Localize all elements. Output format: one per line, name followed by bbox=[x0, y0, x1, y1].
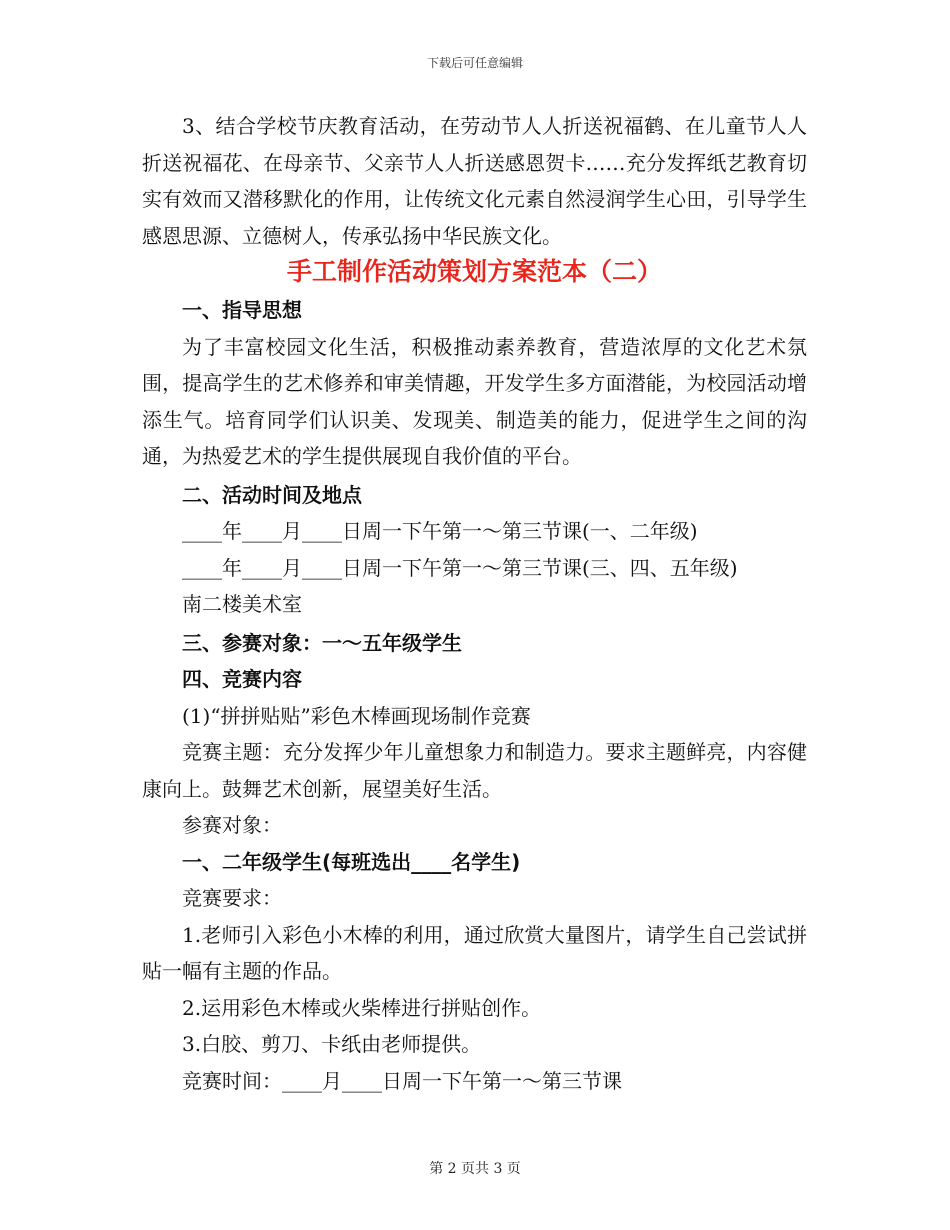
paragraph-contest-time: 竞赛时间：____月____日周一下午第一～第三节课 bbox=[182, 1068, 622, 1093]
paragraph-requirements-label: 竞赛要求： bbox=[182, 886, 282, 910]
paragraph-time-grade-1-2: ____年____月____日周一下午第一～第三节课(一、二年级) bbox=[182, 519, 698, 543]
page-footer: 第 2 页共 3 页 bbox=[429, 1161, 521, 1177]
paragraph-requirement-3: 3.白胶、剪刀、卡纸由老师提供。 bbox=[182, 1032, 482, 1056]
paragraph-participants-label: 参赛对象： bbox=[182, 813, 282, 837]
paragraph-festival-activities: 3、结合学校节庆教育活动，在劳动节人人折送祝福鹤、在儿童节人人折送祝福花、在母亲节、父亲节人人折送感恩贺卡……充分发挥纸艺教育切实有效而又潜移默化的作用，让传统文化元素自然浸润学生心田，引导学生感恩思源、立德树人，传承弘扬中华民族文化。 bbox=[142, 114, 807, 248]
paragraph-contest-item-1: (1)“拼拼贴贴”彩色木棒画现场制作竞赛 bbox=[182, 703, 531, 728]
paragraph-location: 南二楼美术室 bbox=[182, 592, 302, 616]
heading-time-location: 二、活动时间及地点 bbox=[182, 482, 362, 507]
paragraph-guiding-ideology: 为了丰富校园文化生活，积极推动素养教育，营造浓厚的文化艺术氛围，提高学生的艺术修养和审美情趣，开发学生多方面潜能，为校园活动增添生气。培育同学们认识美、发现美、制造美的能力，促进学生之间的沟通，为热爱艺术的学生提供展现自我价值的平台。 bbox=[142, 334, 807, 468]
heading-grade-1-2-students: 一、二年级学生(每班选出____名学生) bbox=[182, 849, 521, 874]
heading-guiding-ideology: 一、指导思想 bbox=[182, 298, 302, 322]
heading-participants: 三、参赛对象：一～五年级学生 bbox=[182, 630, 462, 655]
page-header: 下载后可任意编辑 bbox=[426, 56, 523, 70]
paragraph-contest-theme: 竞赛主题：充分发挥少年儿童想象力和制造力。要求主题鲜亮，内容健康向上。鼓舞艺术创新，展望美好生活。 bbox=[142, 740, 807, 801]
paragraph-time-grade-3-5: ____年____月____日周一下午第一～第三节课(三、四、五年级) bbox=[182, 555, 738, 580]
paragraph-requirement-1: 1.老师引入彩色小木棒的利用，通过欣赏大量图片，请学生自己尝试拼贴一幅有主题的作品。 bbox=[142, 922, 807, 983]
paragraph-requirement-2: 2.运用彩色木棒或火柴棒进行拼贴创作。 bbox=[182, 995, 542, 1020]
heading-contest-content: 四、竞赛内容 bbox=[182, 667, 302, 691]
document-title: 手工制作活动策划方案范本（二） bbox=[286, 257, 662, 286]
document-body bbox=[142, 108, 807, 1099]
